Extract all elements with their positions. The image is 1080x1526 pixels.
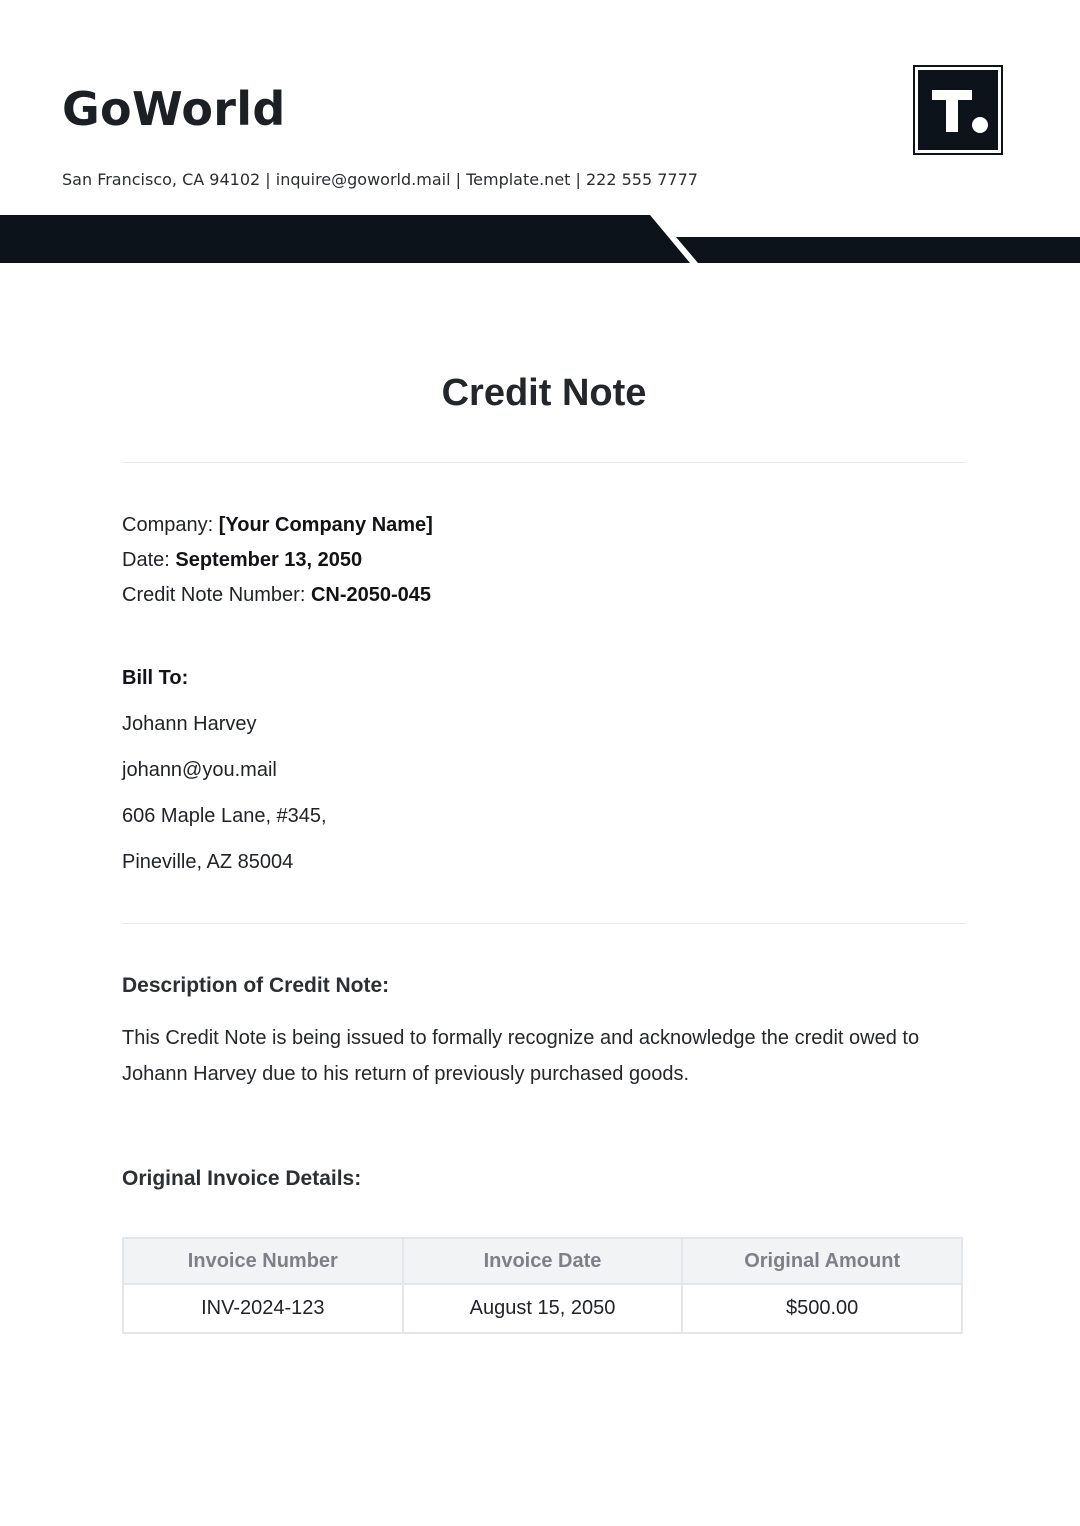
column-header-original-amount: Original Amount bbox=[682, 1238, 962, 1284]
divider bbox=[122, 923, 966, 924]
description-text: This Credit Note is being issued to formally recognize and acknowledge the credit owed to Johann Harvey due to his return of previously purchased goods. bbox=[122, 1027, 920, 1085]
column-header-invoice-date: Invoice Date bbox=[403, 1238, 683, 1284]
invoice-details-heading: Original Invoice Details: bbox=[122, 1167, 362, 1190]
document-title: Credit Note bbox=[441, 372, 647, 414]
date-label: Date: bbox=[122, 549, 176, 571]
template-logo-icon bbox=[913, 65, 1003, 155]
column-header-invoice-number: Invoice Number bbox=[123, 1238, 403, 1284]
table-row bbox=[123, 1284, 962, 1333]
cell-invoice-number: INV-2024-123 bbox=[123, 1284, 403, 1333]
credit-note-number-label: Credit Note Number: bbox=[122, 584, 311, 606]
credit-note-number-value: CN-2050-045 bbox=[310, 584, 432, 606]
credit-note-number-line bbox=[122, 584, 431, 607]
contact-line: San Francisco, CA 94102 | inquire@goworld.mail | Template.net | 222 555 7777 bbox=[62, 170, 698, 189]
description-heading: Description of Credit Note: bbox=[122, 974, 390, 997]
date-value: September 13, 2050 bbox=[175, 549, 363, 571]
bill-to-label: Bill To: bbox=[122, 667, 189, 689]
company-value: [Your Company Name] bbox=[218, 514, 433, 536]
bill-to-address-line2: Pineville, AZ 85004 bbox=[122, 851, 294, 873]
bill-to-email: johann@you.mail bbox=[122, 759, 277, 781]
invoice-table bbox=[122, 1237, 963, 1334]
header-banner bbox=[0, 215, 1080, 263]
table-header-row bbox=[123, 1238, 962, 1284]
company-label: Company: bbox=[122, 514, 219, 536]
divider bbox=[122, 462, 966, 463]
bill-to-address-line1: 606 Maple Lane, #345, bbox=[122, 805, 327, 827]
cell-invoice-date: August 15, 2050 bbox=[403, 1284, 683, 1333]
bill-to-name: Johann Harvey bbox=[122, 713, 257, 735]
company-line bbox=[122, 514, 433, 537]
company-name: GoWorld bbox=[62, 82, 286, 136]
cell-original-amount: $500.00 bbox=[682, 1284, 962, 1333]
date-line bbox=[122, 549, 362, 572]
